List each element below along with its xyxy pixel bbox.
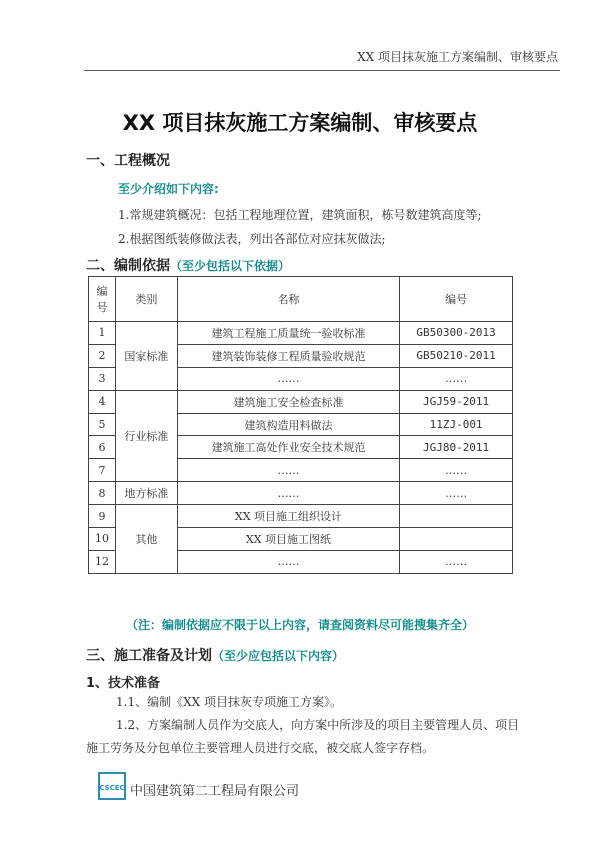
table-row (89, 505, 513, 528)
row-name: 建筑施工高处作业安全技术规范 (177, 436, 399, 459)
section2-heading-note: （至少包括以下依据） (170, 259, 291, 273)
paragraph-1-2: 1.2、方案编制人员作为交底人，向方案中所涉及的项目主要管理人员、项目施工劳务及分包单位主要管理人员进行交底，被交底人签字存档。 (86, 718, 520, 755)
row-code: JGJ80-2011 (400, 436, 513, 459)
row-name: 建筑工程施工质量统一验收标准 (177, 322, 399, 345)
row-no: 10 (89, 528, 116, 551)
row-no: 9 (89, 505, 116, 528)
document-title: XX 项目抹灰施工方案编制、审核要点 (122, 111, 478, 135)
row-no: 1 (89, 322, 116, 345)
col-header-category: 类别 (115, 277, 177, 322)
row-code: 11ZJ-001 (400, 413, 513, 436)
table-row (89, 390, 513, 413)
row-name: 建筑构造用料做法 (177, 413, 399, 436)
row-code: GB50210-2011 (400, 344, 513, 367)
category-cell: 其他 (115, 505, 177, 574)
row-no: 12 (89, 550, 116, 573)
row-no: 8 (89, 482, 116, 505)
category-cell: 国家标准 (115, 322, 177, 391)
row-code: GB50300-2013 (400, 322, 513, 345)
section3-heading-text: 三、施工准备及计划 (86, 648, 212, 664)
row-no: 3 (89, 367, 116, 390)
row-name: …… (177, 550, 399, 573)
section1-intro: 至少介绍如下内容: (118, 182, 219, 196)
section1-item-1: 1.常规建筑概况：包括工程地理位置，建筑面积，栋号数建筑高度等; (118, 208, 482, 222)
row-name: …… (177, 367, 399, 390)
col-header-name: 名称 (177, 277, 399, 322)
row-code (400, 505, 513, 528)
row-no: 6 (89, 436, 116, 459)
section3-heading-note: （至少应包括以下内容） (212, 649, 345, 663)
company-logo (98, 772, 126, 800)
category-cell: 行业标准 (115, 390, 177, 482)
table-footnote: （注：编制依据应不限于以上内容，请查阅资料尽可能搜集齐全） (125, 618, 474, 632)
section2-heading-text: 二、编制依据 (86, 258, 170, 274)
row-name: …… (177, 459, 399, 482)
row-name: XX 项目施工图纸 (177, 528, 399, 551)
table-row (89, 482, 513, 505)
row-name: 建筑施工安全检查标准 (177, 390, 399, 413)
row-code: …… (400, 550, 513, 573)
section2-heading (86, 255, 290, 275)
row-no: 7 (89, 459, 116, 482)
standards-table (88, 276, 513, 574)
subsection-heading: 1、技术准备 (86, 676, 161, 691)
col-header-code: 编号 (400, 277, 513, 322)
row-no: 5 (89, 413, 116, 436)
paragraph-1-1: 1.1、编制《XX 项目抹灰专项施工方案》。 (116, 695, 342, 709)
row-code: JGJ59-2011 (400, 390, 513, 413)
row-name: 建筑装饰装修工程质量验收规范 (177, 344, 399, 367)
row-name: …… (177, 482, 399, 505)
row-no: 2 (89, 344, 116, 367)
company-name: 中国建筑第二工程局有限公司 (130, 784, 300, 799)
logo-text: CSCEC (99, 784, 125, 792)
section1-heading: 一、工程概况 (86, 153, 170, 169)
row-code: …… (400, 482, 513, 505)
row-code: …… (400, 459, 513, 482)
table-header-row (89, 277, 513, 322)
header-rule (84, 70, 560, 71)
running-header: XX 项目抹灰施工方案编制、审核要点 (357, 50, 558, 64)
section1-item-2: 2.根据图纸装修做法表，列出各部位对应抹灰做法; (118, 232, 386, 246)
row-code: …… (400, 367, 513, 390)
section3-heading (86, 645, 344, 665)
category-cell: 地方标准 (115, 482, 177, 505)
table-row (89, 322, 513, 345)
row-no: 4 (89, 390, 116, 413)
row-code (400, 528, 513, 551)
col-header-no: 编号 (89, 277, 116, 322)
row-name: XX 项目施工组织设计 (177, 505, 399, 528)
